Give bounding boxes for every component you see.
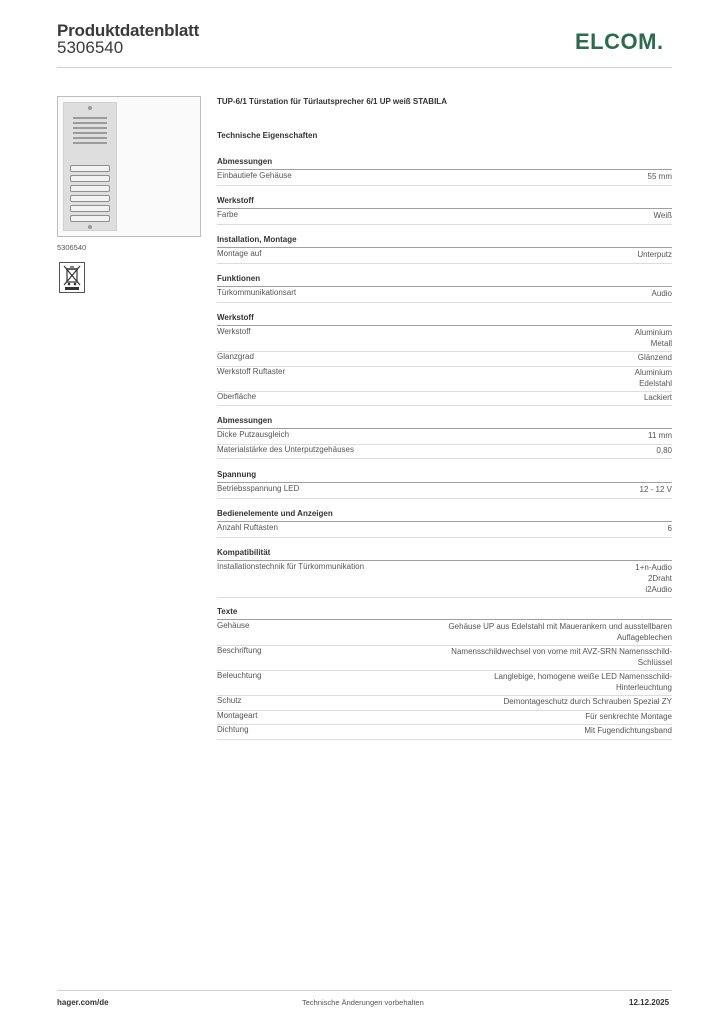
- footer-date: 12.12.2025: [629, 998, 670, 1007]
- group-heading: Spannung: [217, 470, 672, 482]
- spec-value: [585, 711, 672, 722]
- spec-label: Werkstoff Ruftaster: [217, 366, 286, 376]
- door-station-panel: [63, 102, 117, 231]
- product-title: TUP-6/1 Türstation für Türlautsprecher 6/1 UP weiß STABILA: [217, 97, 447, 106]
- spec-label: Gehäuse: [217, 621, 250, 630]
- spec-value: [637, 249, 672, 260]
- spec-value: [648, 430, 672, 441]
- spec-row: [217, 523, 672, 538]
- spec-value-line: 1+n-Audio: [635, 563, 672, 572]
- call-button: [70, 195, 110, 202]
- spec-row: [217, 171, 672, 186]
- spec-row: [217, 352, 672, 367]
- grill-line: [73, 127, 107, 129]
- spec-value-line: Demontageschutz durch Schrauben Spezial ZY: [503, 697, 672, 706]
- grill-line: [73, 132, 107, 134]
- spec-value-line: i2Audio: [645, 585, 672, 594]
- group-heading: Abmessungen: [217, 157, 672, 169]
- call-button: [70, 185, 110, 192]
- spec-value-line: Lackiert: [643, 392, 672, 402]
- grill-line: [73, 137, 107, 139]
- spec-value-line: 0,80: [656, 445, 672, 455]
- spec-value: [635, 562, 672, 595]
- footer-divider: [57, 990, 672, 991]
- spec-value: [648, 171, 672, 182]
- spec-label: Betriebsspannung LED: [217, 484, 300, 493]
- footer-website: hager.com/de: [57, 998, 109, 1007]
- spec-value-line: Metall: [650, 339, 672, 348]
- spec-value-line: 2Draht: [647, 574, 672, 583]
- spec-value-line: Unterputz: [637, 250, 672, 259]
- group-heading: Funktionen: [217, 274, 672, 286]
- spec-value: [451, 646, 672, 668]
- spec-value-line: Aluminium: [634, 328, 672, 337]
- spec-value-line: Gehäuse UP aus Edelstahl mit Mauerankern und ausstellbaren: [448, 622, 672, 631]
- spec-label: Beschriftung: [217, 646, 262, 655]
- header-divider: [57, 67, 672, 68]
- spec-value-line: Langlebige, homogene weiße LED Namensschild-: [494, 672, 672, 681]
- spec-value: [668, 523, 672, 534]
- spec-row: [217, 725, 672, 740]
- spec-row: [217, 367, 672, 392]
- spec-value: [448, 621, 672, 643]
- spec-value-line: Glänzend: [637, 353, 672, 362]
- spec-value-line: Hinterleuchtung: [615, 683, 672, 692]
- crossed-bin-icon: [59, 262, 85, 293]
- spec-row: [217, 711, 672, 726]
- call-button: [70, 205, 110, 212]
- group-heading: Werkstoff: [217, 196, 672, 208]
- spec-label: Türkommunikationsart: [217, 288, 297, 297]
- spec-row: [217, 562, 672, 598]
- spec-value: [652, 288, 672, 299]
- footer-disclaimer: Technische Änderungen vorbehalten: [302, 998, 424, 1007]
- spec-row: [217, 445, 672, 460]
- call-button: [70, 165, 110, 172]
- spec-label: Montage auf: [217, 249, 262, 258]
- spec-value-line: Mit Fugendichtungsband: [584, 726, 672, 735]
- spec-label: Glanzgrad: [217, 352, 254, 361]
- group-heading: Werkstoff: [217, 313, 672, 325]
- spec-value: [644, 392, 672, 403]
- spec-value: [503, 696, 672, 707]
- group-heading: Installation, Montage: [217, 235, 672, 247]
- product-image: [57, 96, 201, 237]
- spec-label: Beleuchtung: [217, 671, 262, 680]
- spec-row: [217, 430, 672, 445]
- spec-value-line: Namensschildwechsel von vorne mit AVZ-SRN Namensschild-: [451, 647, 672, 656]
- call-button: [70, 175, 110, 182]
- spec-row: [217, 249, 672, 264]
- image-caption: 5306540: [57, 243, 87, 252]
- spec-label: Montageart: [217, 710, 258, 720]
- group-heading: Abmessungen: [217, 416, 672, 428]
- spec-value: [584, 725, 672, 736]
- spec-value: [638, 352, 672, 363]
- spec-row: [217, 288, 672, 303]
- call-button: [70, 215, 110, 222]
- spec-value: [635, 367, 672, 389]
- section-heading: Technische Eigenschaften: [217, 131, 318, 140]
- screw-bottom: [88, 225, 92, 229]
- spec-value: [494, 671, 672, 693]
- spec-value-line: Audio: [651, 289, 672, 298]
- spec-row: [217, 484, 672, 499]
- group-heading: Kompatibilität: [217, 548, 672, 560]
- spec-value: [640, 484, 672, 495]
- spec-label: Anzahl Ruftasten: [217, 523, 278, 532]
- spec-value-line: Weiß: [653, 211, 672, 220]
- spec-value-line: 55 mm: [647, 172, 672, 181]
- spec-value-line: Auflageblechen: [616, 633, 672, 642]
- spec-row: [217, 210, 672, 225]
- spec-row: [217, 621, 672, 646]
- spec-value-line: 11 mm: [648, 431, 672, 440]
- spec-label: Schutz: [217, 696, 242, 705]
- spec-row: [217, 696, 672, 711]
- screw-top: [88, 106, 92, 110]
- page-title: Produktdatenblatt: [57, 21, 200, 40]
- spec-value: [656, 445, 672, 456]
- spec-value-line: 12 - 12 V: [639, 485, 672, 494]
- product-number: 5306540: [57, 38, 124, 57]
- grill-line: [73, 122, 107, 124]
- spec-row: [217, 646, 672, 671]
- grill-line: [73, 117, 107, 119]
- group-heading: Texte: [217, 607, 672, 619]
- spec-label: Oberfläche: [217, 391, 257, 401]
- spec-label: Farbe: [217, 210, 238, 219]
- spec-value-line: Schlüssel: [637, 658, 672, 667]
- spec-label: Dichtung: [217, 725, 249, 734]
- spec-row: [217, 671, 672, 696]
- spec-label: Einbautiefe Gehäuse: [217, 171, 292, 180]
- spec-label: Werkstoff: [217, 327, 251, 336]
- spec-value-line: Edelstahl: [639, 378, 672, 388]
- spec-value-line: Für senkrechte Montage: [585, 711, 672, 721]
- elcom-logo: ELCOM.: [575, 29, 664, 54]
- spec-value-line: Aluminium: [634, 367, 672, 377]
- spec-label: Materialstärke des Unterputzgehäuses: [217, 444, 354, 454]
- spec-value-line: 6: [667, 524, 672, 533]
- spec-row: [217, 327, 672, 352]
- spec-label: Dicke Putzausgleich: [217, 430, 290, 439]
- spec-value: [635, 327, 672, 349]
- grill-line: [73, 142, 107, 144]
- spec-label: Installationstechnik für Türkommunikation: [217, 562, 365, 571]
- spec-value: [653, 210, 672, 221]
- group-heading: Bedienelemente und Anzeigen: [217, 509, 672, 521]
- spec-row: [217, 392, 672, 407]
